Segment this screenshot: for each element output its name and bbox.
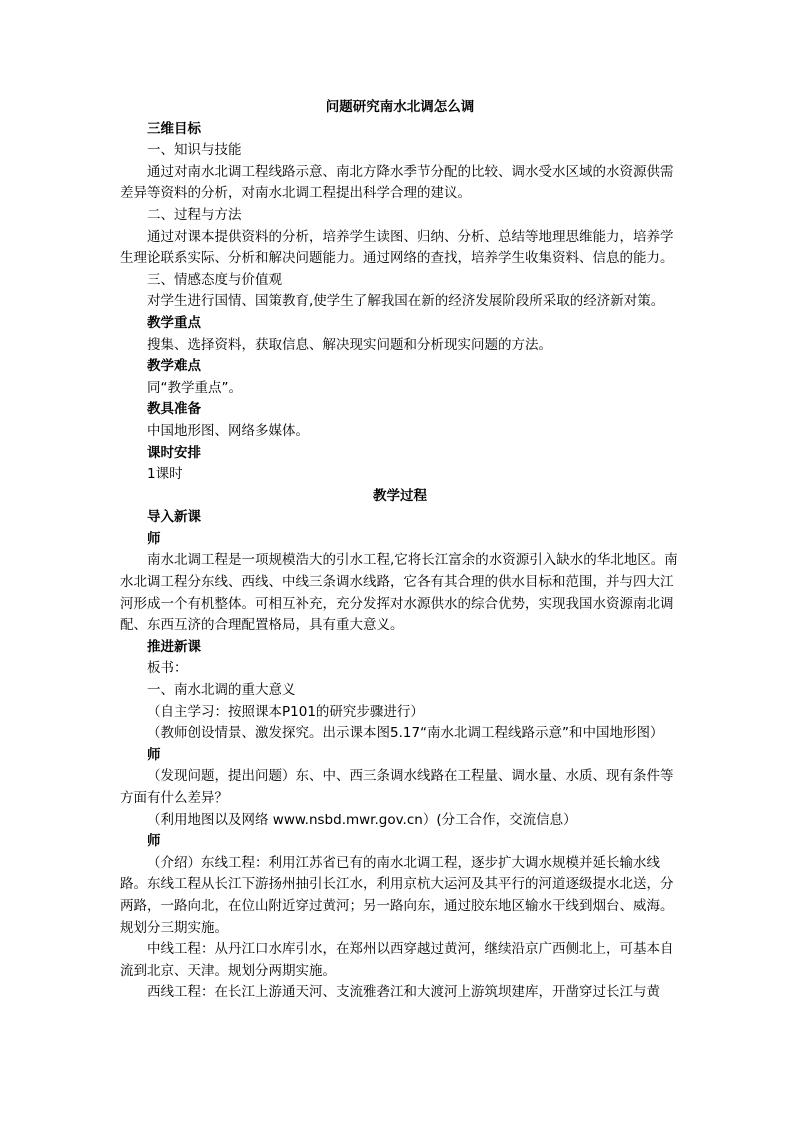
- section-heading: 教学重点: [147, 314, 201, 331]
- paragraph: （发现问题，提出问题）东、中、西三条调水线路在工程量、调水量、水质、现有条件等方面有什么差异？: [120, 768, 674, 806]
- paragraph: 三、情感态度与价值观: [147, 271, 282, 288]
- paragraph: 中线工程：从丹江口水库引水，在郑州以西穿越过黄河，继续沿京广西侧北上，可基本自流到北京、天津。规划分两期实施。: [120, 941, 674, 979]
- paragraph: 一、知识与技能: [147, 142, 242, 159]
- paragraph: 搜集、选择资料，获取信息、解决现实问题和分析现实问题的方法。: [147, 336, 552, 353]
- document-title: 问题研究南水北调怎么调: [325, 99, 475, 115]
- section-heading: 教具准备: [147, 401, 201, 418]
- paragraph: （利用地图以及网络 www.nsbd.mwr.gov.cn）(分工合作，交流信息）: [147, 811, 577, 828]
- section-heading: 课时安排: [147, 444, 201, 461]
- section-heading: 师: [147, 833, 161, 850]
- paragraph: 二、过程与方法: [147, 206, 242, 223]
- section-title: 教学过程: [373, 487, 427, 504]
- document-lines: [120, 119, 680, 1004]
- paragraph: 通过对南水北调工程线路示意、南北方降水季节分配的比较、调水受水区域的水资源供需差异等资料的分析，对南水北调工程提出科学合理的建议。: [120, 163, 674, 202]
- paragraph: （介绍）东线工程：利用江苏省已有的南水北调工程，逐步扩大调水规模并延长输水线路。东线工程从长江下游扬州抽引长江水，利用京杭大运河及其平行的河道逐级提水北送，分两路，一路向北，在位山附近穿过黄河；另一路向东，通过胶东地区输水干线到烟台、威海。规划分三期实施。: [120, 854, 674, 936]
- paragraph: 对学生进行国情、国策教育,使学生了解我国在新的经济发展阶段所采取的经济新对策。: [147, 293, 665, 310]
- section-heading: 导入新课: [147, 509, 201, 526]
- section-heading: 教学难点: [147, 358, 201, 375]
- paragraph: 同“教学重点”。: [147, 379, 242, 396]
- paragraph: 南水北调工程是一项规模浩大的引水工程,它将长江富余的水资源引入缺水的华北地区。南水北调工程分东线、西线、中线三条调水线路，它各有其合理的供水目标和范围，并与四大江河形成一个有机整体。可相互补充，充分发挥对水源供水的综合优势，实现我国水资源南北调配、东西互济的合理配置格局，具有重大意义。: [120, 552, 678, 634]
- section-heading: 三维目标: [147, 120, 201, 137]
- paragraph: 中国地形图、网络多媒体。: [147, 422, 309, 439]
- document-body: [120, 97, 680, 1004]
- paragraph: 一、南水北调的重大意义: [147, 682, 296, 699]
- section-heading: 师: [147, 530, 161, 547]
- paragraph: 通过对课本提供资料的分析，培养学生读图、归纳、分析、总结等地理思维能力，培养学生理论联系实际、分析和解决问题能力。通过网络的查找，培养学生收集资料、信息的能力。: [120, 228, 674, 267]
- paragraph: （教师创设情景、激发探究。出示课本图5.17“南水北调工程线路示意”和中国地形图）: [147, 725, 664, 742]
- paragraph: 西线工程：在长江上游通天河、支流雅砻江和大渡河上游筑坝建库，开凿穿过长江与黄: [147, 984, 660, 1001]
- section-heading: 推进新课: [147, 638, 201, 655]
- section-heading: 师: [147, 746, 161, 763]
- paragraph: （自主学习：按照课本P101的研究步骤进行）: [147, 703, 424, 720]
- paragraph: 板书：: [147, 660, 188, 677]
- paragraph: 1课时: [147, 466, 183, 483]
